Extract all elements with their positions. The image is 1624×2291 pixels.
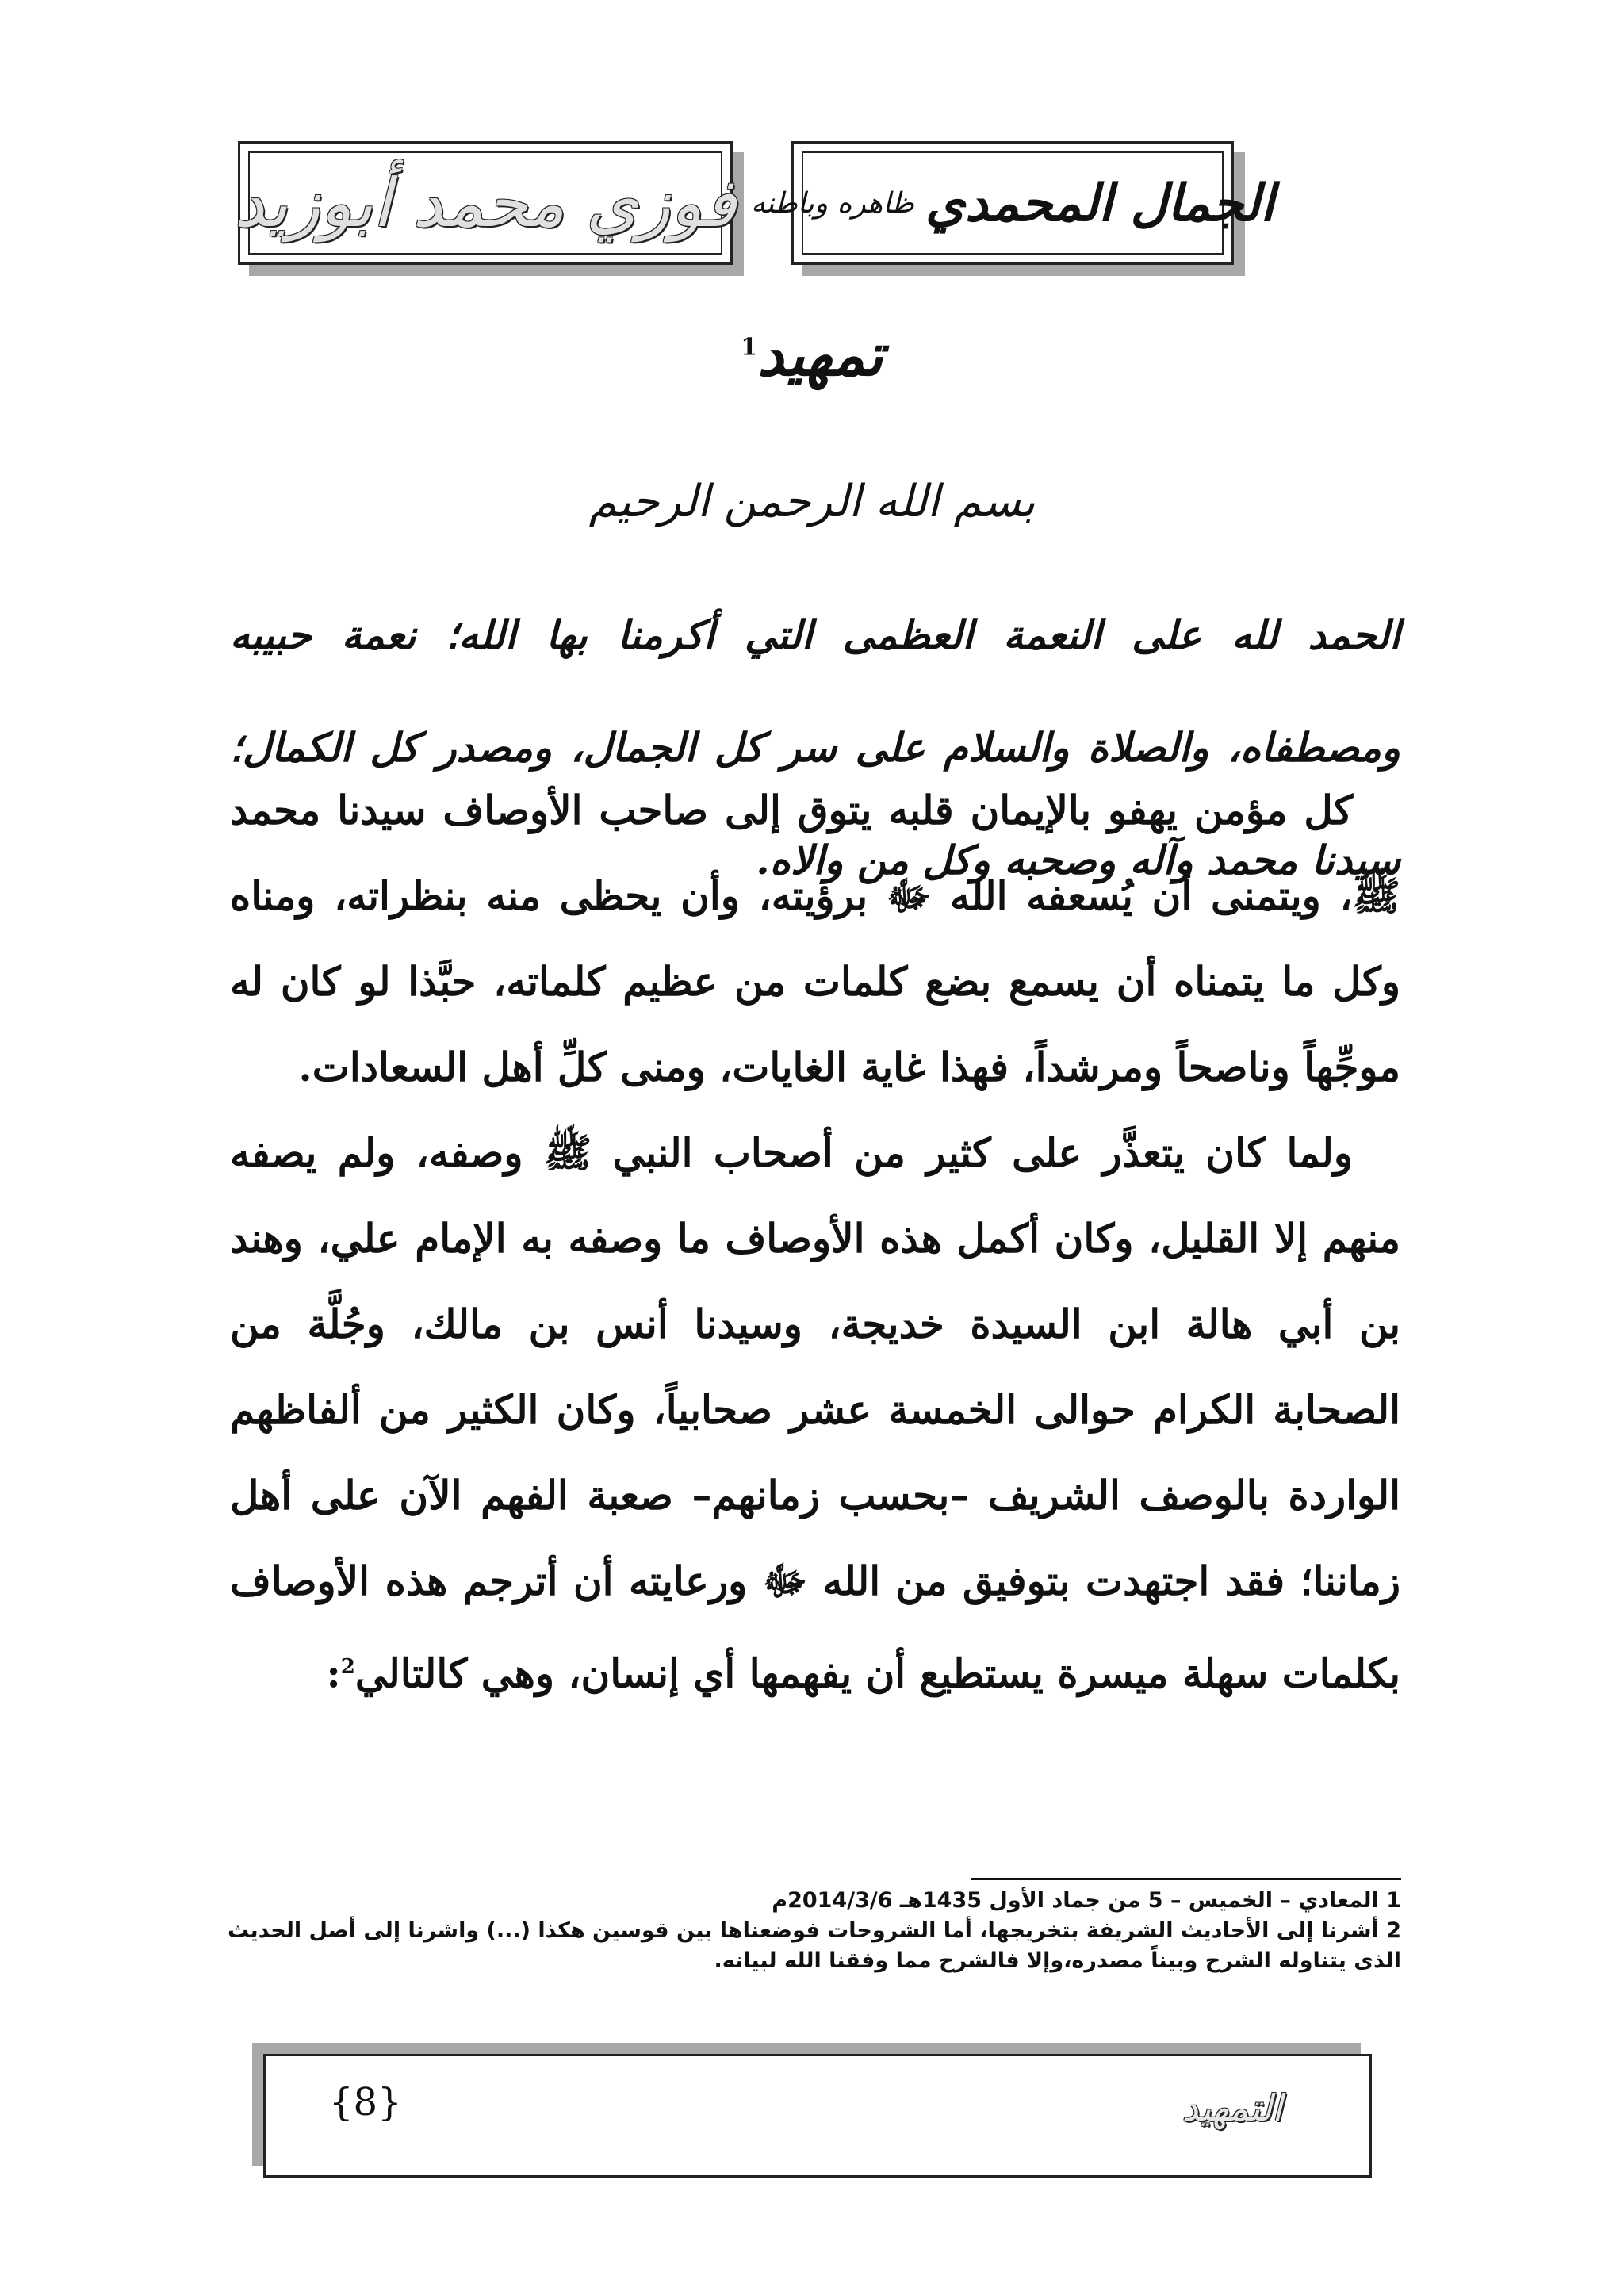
page-number: {8} <box>329 2080 402 2124</box>
footer-section-label: التمهيد <box>1182 2086 1282 2129</box>
footnote-2: 2 أشرنا إلى الأحاديث الشريفة بتخريجها، أما الشروحات فوضعناها بين قوسين هكذا (...) واشرنا إلى أصل الحديث الذى يتناوله الشرح وبيناً مصدره،وإلا فالشرح مما وفقنا الله لبيانه. <box>227 1918 1401 1973</box>
book-title-box-inner <box>750 151 1275 255</box>
footer-box <box>263 2054 1372 2178</box>
section-title-text: تمهيد <box>757 321 883 389</box>
section-title-footnote-ref: 1 <box>741 333 758 362</box>
section-title <box>0 321 1624 389</box>
book-title: الجمال المحمدي <box>925 173 1275 233</box>
book-title-box <box>750 141 1275 265</box>
author-box <box>234 141 737 265</box>
body-paragraph-2-end: : <box>326 1649 341 1697</box>
book-subtitle: ظاهره وباطنه <box>750 186 914 220</box>
basmala: بسم الله الرحمن الرحيم <box>588 476 1036 527</box>
footnote-separator <box>971 1878 1401 1880</box>
intro-paragraph: الحمد لله على النعمة العظمى التي أكرمنا بها الله؛ نعمة حبيبه ومصطفاه، والصلاة والسلام على سر كل الجمال، ومصدر كل الكمال؛ سيدنا محمد وآله وصحبه وكل من والاه. <box>230 611 1400 883</box>
footnotes <box>194 1886 1401 1976</box>
footnote-1: 1 المعادي – الخميس – 5 من جماد الأول 1435هـ 2014/3/6م <box>772 1888 1401 1913</box>
body-paragraph-2 <box>230 1110 1400 1717</box>
body-paragraph-1: كل مؤمن يهفو بالإيمان قلبه يتوق إلى صاحب الأوصاف سيدنا محمد ﷺ، ويتمنى أن يُسعفه الله ﷻ برؤيته، وأن يحظى منه بنظراته، ومناه وكل ما يتمناه أن يسمع بضع كلمات من عظيم كلماته، حبَّذا لو كان له موجِّهاً وناصحاً ومرشداً، فهذا غاية الغايات، ومنى كلِّ أهل السعادات. <box>230 787 1400 1090</box>
author-box-inner <box>234 151 737 255</box>
author-name: فوزي محمد أبوزيد <box>234 164 737 242</box>
body-paragraph-2-footnote-ref: 2 <box>340 1655 355 1679</box>
body-paragraph-2-text: ولما كان يتعذَّر على كثير من أصحاب النبي ﷺ وصفه، ولم يصفه منهم إلا القليل، وكان أكمل هذه الأوصاف ما وصفه به الإمام علي، وهند بن أبي هالة ابن السيدة خديجة، وسيدنا أنس بن مالك، وجُلَّة من الصحابة الكرام حوالى الخمسة عشر صحابياً، وكان الكثير من ألفاظهم الواردة بالوصف الشريف –بحسب زمانهم– صعبة الفهم الآن على أهل زماننا؛ فقد اجتهدت بتوفيق من الله ﷻ ورعايته أن أترجم هذه الأوصاف بكلمات سهلة ميسرة يستطيع أن يفهمها أي إنسان، وهي كالتالي <box>230 1129 1400 1697</box>
